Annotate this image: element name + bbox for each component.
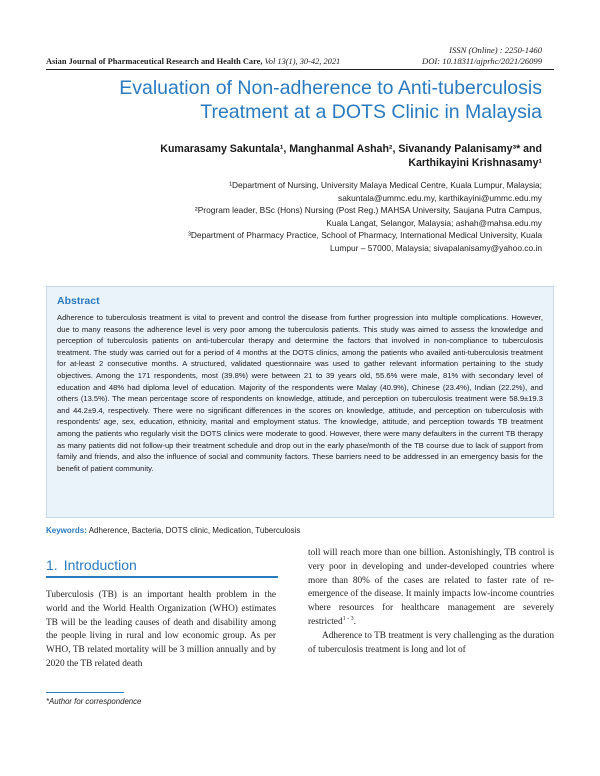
footnote-rule <box>46 692 124 693</box>
body-paragraph: Adherence to TB treatment is very challenging as the duration of tuberculosis treatment is long and lot of <box>308 630 554 655</box>
issn-online: ISSN (Online) : 2250-1460 <box>449 45 542 55</box>
body-paragraph: toll will reach more than one billion. Astonishingly, TB control is very poor in developing and under-developed countries where more than 80% of the cases are related to faster rate of re-emergence of the disease. It mainly impacts low-income countries where resources for healthcare management are severely restricted$^{1 - 3}$. <box>308 548 554 627</box>
affiliation-line: Lumpur – 57000, Malaysia; sivapalanisamy@yahoo.co.in <box>330 242 542 253</box>
authors-line-1: Kumarasamy Sakuntala¹, Manghanmal Ashah², Sivanandy Palanisamy³* and <box>160 143 542 155</box>
section-heading <box>46 557 143 573</box>
keywords-label: Keywords: <box>46 526 87 535</box>
abstract-text: Adherence to tuberculosis treatment is vital to prevent and control the disease from further progression into multiple complications. However, due to many reasons the adherence level is very poor among the tuberculosis patients. This study was aimed to assess the knowledge and perception of tuberculosis patients on anti-tubercular therapy and determine the factors that involved in non-compliance to tuberculosis treatment. The study was carried out for a period of 4 months at the DOTS clinics, among the patients who availed anti-tuberculosis treatment for at-least 2 consecutive months. A structured, validated questionnaire was used to gather relevant information pertaining to the study objectives. Among the 171 respondents, most (39.8%) were between 21 to 39 years old, 55.6% were male, 81% with secondary level of education and 48% had diploma level of education. Majority of the respondents were Malay (40.9%), Chinese (23.4%), Indian (22.2%), and others (13.5%). The mean percentage score of respondents on knowledge, attitude, and perception on tuberculosis treatment were 58.9±19.3 and 44.2±9.4, respectively. There were no significant differences in the scores on knowledge, attitude, and perception on tuberculosis with respondents' age, sex, education, ethnicity, marital and employment status. The knowledge, attitude, and perception towards TB treatment among the patients who regularly visit the DOTS clinics were moderate to good. However, there were many defaulters in the current TB therapy as many patients did not follow-up their treatment schedule and drop out in the early phase/month of the TB course due to lack of support from family and friends, and also the influence of social and community factors. These barriers need to be addressed in an emergency basis for the benefit of patient community. <box>57 313 543 473</box>
journal-citation <box>46 57 340 66</box>
keywords-text: Adherence, Bacteria, DOTS clinic, Medication, Tuberculosis <box>88 526 301 535</box>
issn-block <box>422 45 542 67</box>
author-list <box>122 142 542 170</box>
citation-ref: 1 - 3 <box>342 615 354 622</box>
affiliation-line: ²Program leader, BSc (Hons) Nursing (Post Reg.) MAHSA University, Saujana Putra Campus, <box>194 205 542 216</box>
paragraph-text: toll will reach more than one billion. Astonishingly, TB control is very poor in developing and under-developed countries where more than 80% of the cases are related to faster rate of re-emergence of the disease. It mainly impacts low-income countries where resources for healthcare management are severely restricted <box>308 548 554 627</box>
affiliation-line: ¹Department of Nursing, University Malaya Medical Centre, Kuala Lumpur, Malaysia; <box>229 180 542 190</box>
journal-issue: Vol 13(1), 30-42, 2021 <box>264 57 341 66</box>
footnote: *Author for correspondence <box>46 697 142 706</box>
journal-name: Asian Journal of Pharmaceutical Research and Health Care, <box>46 57 263 66</box>
affiliations <box>122 179 542 255</box>
section-number: 1. <box>46 557 58 573</box>
authors-line-2: Karthikayini Krishnasamy¹ <box>408 157 542 169</box>
section-title: Introduction <box>63 557 137 573</box>
affiliation-line: sakuntala@ummc.edu.my, karthikayini@ummc.edu.my <box>338 192 542 203</box>
abstract-box <box>46 286 554 518</box>
section-rule <box>46 576 278 578</box>
abstract-heading: Abstract <box>57 295 100 307</box>
affiliation-line: Kuala Langat, Selangor, Malaysia; ashah@mahsa.edu.my <box>326 217 542 228</box>
keywords <box>46 526 300 535</box>
header-rule <box>46 69 554 70</box>
affiliation-line: ³Department of Pharmacy Practice, School of Pharmacy, International Medical University, Kuala <box>188 230 542 241</box>
title-line-2: Treatment at a DOTS Clinic in Malaysia <box>200 101 542 123</box>
paper-title <box>46 76 542 124</box>
body-column-right <box>308 547 554 657</box>
doi: DOI: 10.18311/ajprhc/2021/26099 <box>422 56 542 66</box>
body-column-left <box>46 589 276 672</box>
body-paragraph: Tuberculosis (TB) is an important health problem in the world and the World Health Organization (WHO) estimates TB will be the leading causes of death and disability among the people living in rural and low economic group. As per WHO, TB related mortality will be 3 million annually and by 2020 the TB related death <box>46 590 276 669</box>
title-line-1: Evaluation of Non-adherence to Anti-tuberculosis <box>119 77 542 99</box>
